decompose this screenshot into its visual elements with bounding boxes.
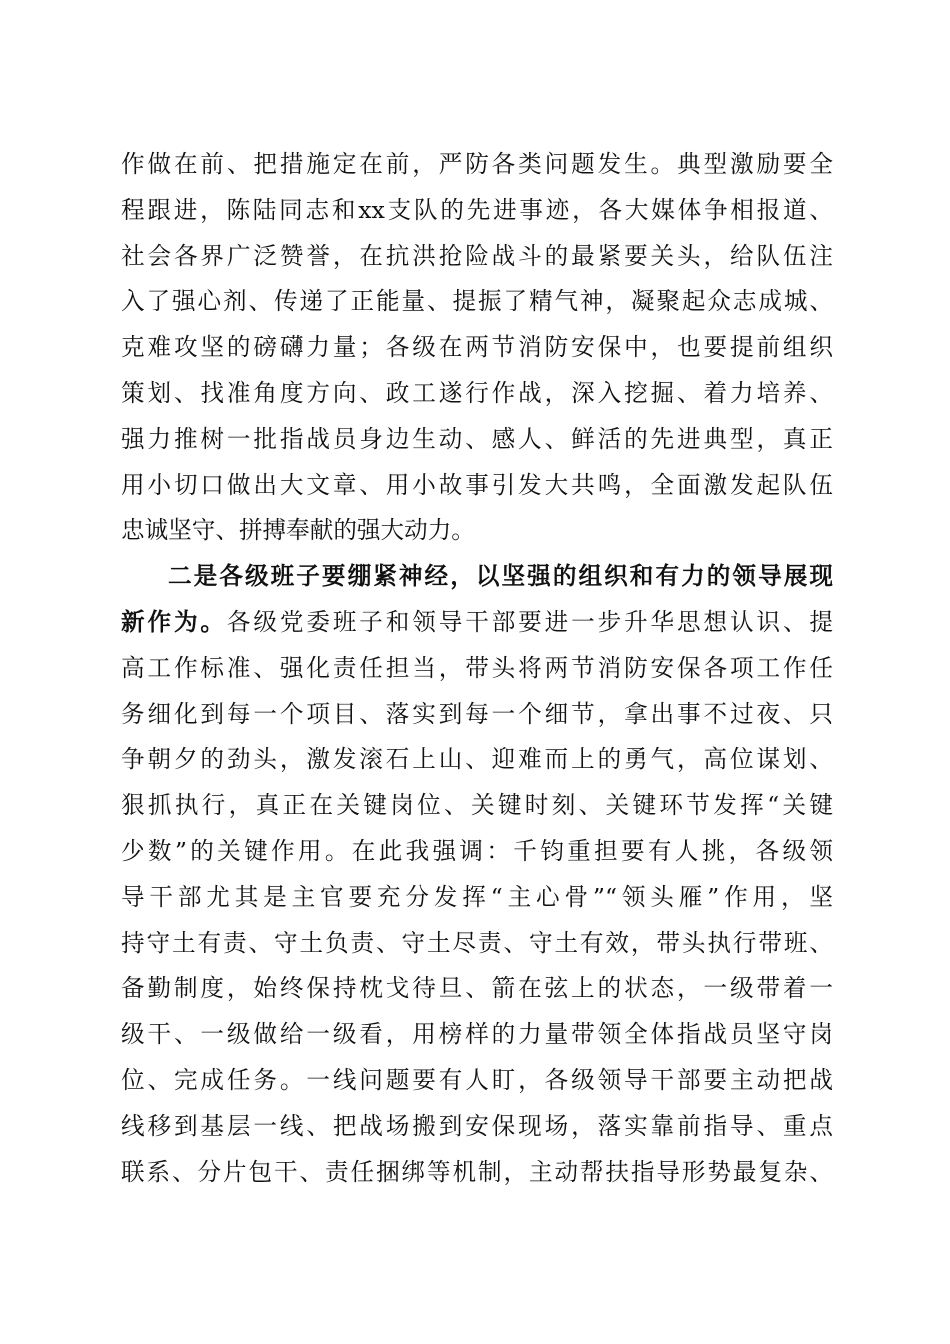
- text-line: 狠抓执行，真正在关键岗位、关键时刻、关键环节发挥“关键: [121, 791, 833, 820]
- text-line: 社会各界广泛赞誉，在抗洪抢险战斗的最紧要关头，给队伍注: [121, 241, 833, 270]
- text-line: 联系、分片包干、责任捆绑等机制，主动帮扶指导形势最复杂、: [121, 1157, 833, 1186]
- text-line: 少数”的关键作用。在此我强调：千钧重担要有人挑，各级领: [121, 836, 833, 865]
- text-line: 入了强心剂、传递了正能量、提振了精气神，凝聚起众志成城、: [121, 287, 833, 316]
- text-line: 备勤制度，始终保持枕戈待旦、箭在弦上的状态，一级带着一: [121, 974, 833, 1003]
- text-fragment: 各级党委班子和领导干部要进一步升华思想认识、提: [226, 607, 834, 636]
- text-line: 作做在前、把措施定在前，严防各类问题发生。典型激励要全: [121, 150, 833, 178]
- text-line: 导干部尤其是主官要充分发挥“主心骨”“领头雁”作用，坚: [121, 882, 833, 911]
- text-line: 级干、一级做给一级看，用榜样的力量带领全体指战员坚守岗: [121, 1020, 833, 1049]
- section-heading-end: 新作为。: [121, 607, 227, 636]
- text-line: 强力推树一批指战员身边生动、感人、鲜活的先进典型，真正: [121, 424, 833, 453]
- section-heading: 二是各级班子要绷紧神经，以坚强的组织和有力的领导展现: [168, 562, 833, 591]
- text-line: 克难攻坚的磅礴力量；各级在两节消防安保中，也要提前组织: [121, 333, 833, 362]
- text-line: 策划、找准角度方向、政工遂行作战，深入挖掘、着力培养、: [121, 378, 833, 407]
- document-body: [121, 142, 833, 1195]
- text-line: 忠诚坚守、拼搏奉献的强大动力。: [121, 516, 475, 545]
- text-line: 高工作标准、强化责任担当，带头将两节消防安保各项工作任: [121, 653, 833, 682]
- paragraph-1: [121, 142, 833, 554]
- text-line: 程跟进，陈陆同志和xx支队的先进事迹，各大媒体争相报道、: [121, 195, 833, 224]
- text-line: 务细化到每一个项目、落实到每一个细节，拿出事不过夜、只: [121, 699, 833, 728]
- text-line: 争朝夕的劲头，激发滚石上山、迎难而上的勇气，高位谋划、: [121, 745, 833, 774]
- paragraph-2: [121, 554, 833, 1195]
- text-line: [121, 600, 833, 646]
- text-line: 用小切口做出大文章、用小故事引发大共鸣，全面激发起队伍: [121, 470, 833, 499]
- text-line: 位、完成任务。一线问题要有人盯，各级领导干部要主动把战: [121, 1065, 833, 1094]
- text-line: 持守土有责、守土负责、守土尽责、守土有效，带头执行带班、: [121, 928, 833, 957]
- text-line: 线移到基层一线、把战场搬到安保现场，落实靠前指导、重点: [121, 1111, 833, 1140]
